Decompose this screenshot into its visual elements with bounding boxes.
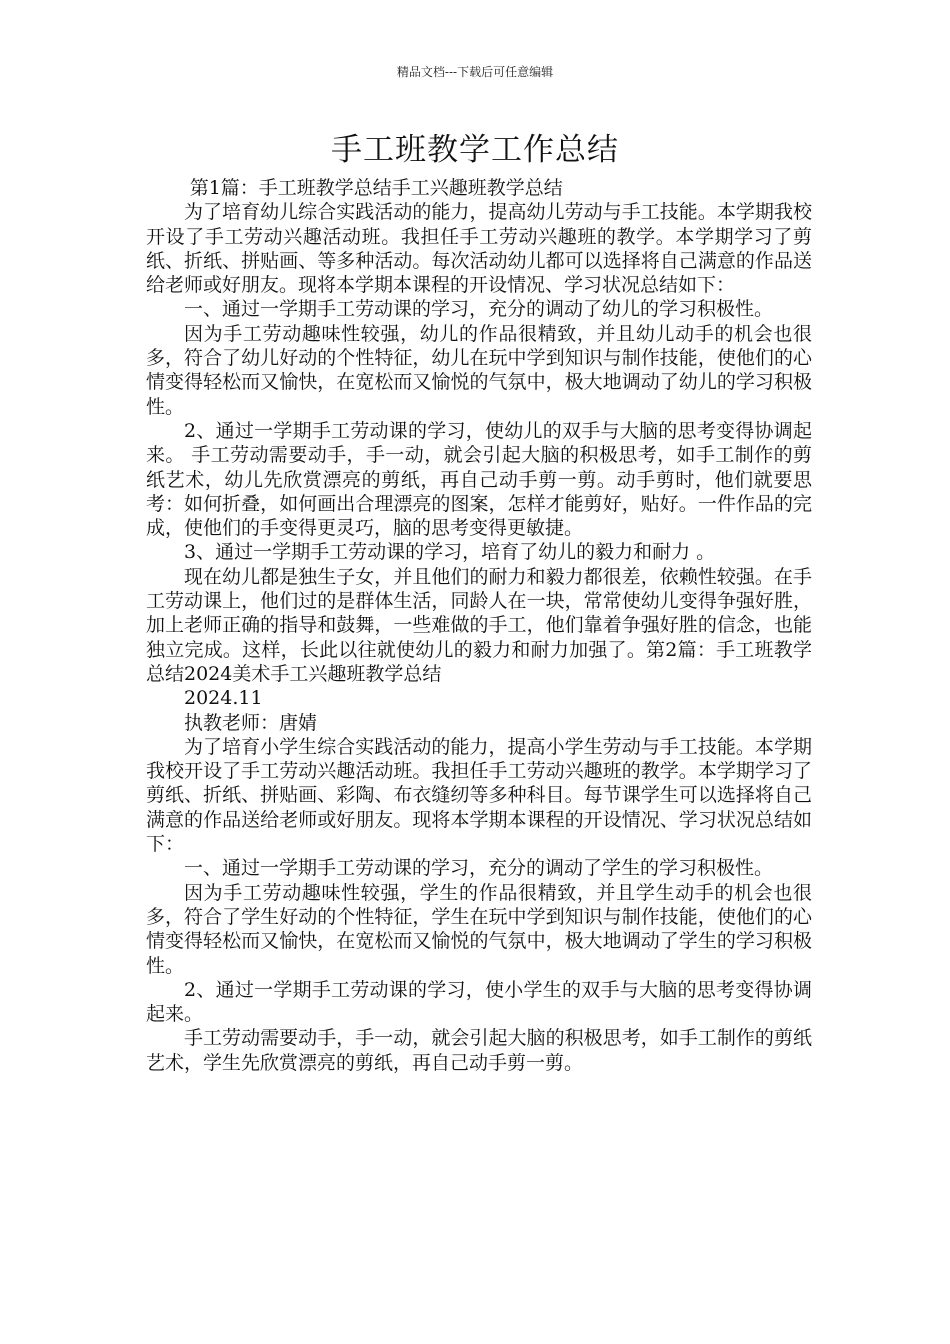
paragraph: 现在幼儿都是独生子女，并且他们的耐力和毅力都很差，依赖性较强。在手工劳动课上，他们过的是群体生活，同龄人在一块，常常使幼儿变得争强好胜，加上老师正确的指导和鼓舞，一些难做的手工，他们靠着争强好胜的信念，也能独立完成。这样，长此以往就使幼儿的毅力和耐力加强了。第2篇：手工班教学总结2024美术手工兴趣班教学总结 (146, 565, 812, 685)
paragraph: 2、通过一学期手工劳动课的学习，使小学生的双手与大脑的思考变得协调起来。 (146, 978, 812, 1026)
paragraph: 一、通过一学期手工劳动课的学习，充分的调动了幼儿的学习积极性。 (184, 298, 774, 321)
paragraph: 一、通过一学期手工劳动课的学习，充分的调动了学生的学习积极性。 (184, 857, 774, 880)
document-title: 手工班教学工作总结 (331, 132, 619, 168)
paragraph: 为了培育小学生综合实践活动的能力，提高小学生劳动与手工技能。本学期我校开设了手工劳动兴趣活动班。我担任手工劳动兴趣班的教学。本学期学习了剪纸、折纸、拼贴画、彩陶、布衣缝纫等多种科目。每节课学生可以选择将自己满意的作品送给老师或好朋友。现将本学期本课程的开设情况、学习状况总结如下： (146, 735, 812, 856)
paragraph: 因为手工劳动趣味性较强，学生的作品很精致，并且学生动手的机会也很多，符合了学生好动的个性特征，学生在玩中学到知识与制作技能，使他们的心情变得轻松而又愉快，在宽松而又愉悦的气氛中，极大地调动了学生的学习积极性。 (146, 881, 812, 977)
paragraph: 手工劳动需要动手，手一动，就会引起大脑的积极思考，如手工制作的剪纸艺术，学生先欣赏漂亮的剪纸，再自己动手剪一剪。 (146, 1027, 812, 1074)
page-header: 精品文档---下载后可任意编辑 (396, 65, 554, 79)
paragraph: 2、通过一学期手工劳动课的学习，使幼儿的双手与大脑的思考变得协调起来。 手工劳动需要动手，手一动，就会引起大脑的积极思考，如手工制作的剪纸艺术，幼儿先欣赏漂亮的剪纸，再自己动手剪一剪。动手剪时，他们就要思考：如何折叠，如何画出合理漂亮的图案，怎样才能剪好，贴好。一件作品的完成，使他们的手变得更灵巧，脑的思考变得更敏捷。 (146, 419, 812, 540)
paragraph: 3、通过一学期手工劳动课的学习，培育了幼儿的毅力和耐力 。 (184, 541, 716, 564)
paragraph: 为了培育幼儿综合实践活动的能力，提高幼儿劳动与手工技能。本学期我校开设了手工劳动兴趣活动班。我担任手工劳动兴趣班的教学。本学期学习了剪纸、折纸、拼贴画、等多种活动。每次活动幼儿都可以选择将自己满意的作品送给老师或好朋友。现将本学期本课程的开设情况、学习状况总结如下： (146, 201, 812, 297)
document-body (146, 176, 812, 1075)
teacher-line: 执教老师：唐婧 (184, 711, 318, 734)
paragraph: 因为手工劳动趣味性较强，幼儿的作品很精致，并且幼儿动手的机会也很多，符合了幼儿好动的个性特征，幼儿在玩中学到知识与制作技能，使他们的心情变得轻松而又愉快，在宽松而又愉悦的气氛中，极大地调动了幼儿的学习积极性。 (146, 322, 812, 418)
section-heading: 第1篇：手工班教学总结手工兴趣班教学总结 (189, 177, 563, 199)
date-line: 2024.11 (184, 687, 263, 710)
